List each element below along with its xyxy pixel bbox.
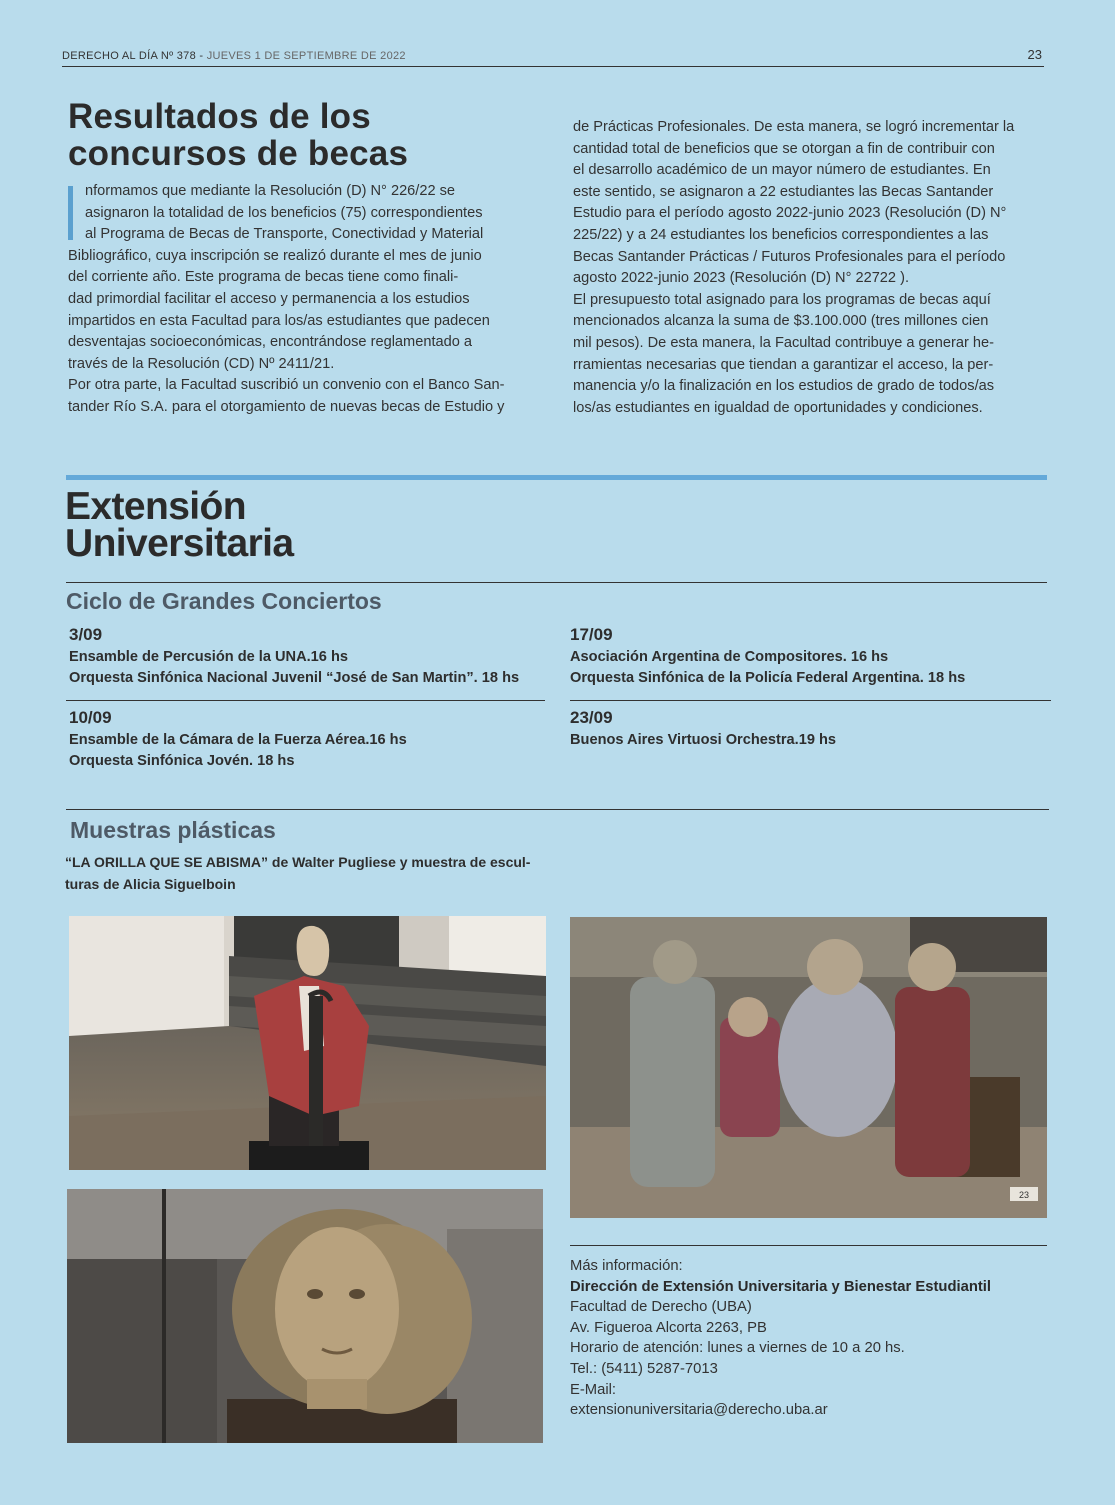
info-address: Av. Figueroa Alcorta 2263, PB <box>570 1319 767 1336</box>
issue-date: JUEVES 1 DE SEPTIEMBRE DE 2022 <box>206 50 406 62</box>
concert-item: Asociación Argentina de Compositores. 16 hs <box>570 649 889 665</box>
article-title-line-2: concursos de becas <box>68 134 409 173</box>
info-hours: Horario de atención: lunes a viernes de 10 a 20 hs. <box>570 1340 905 1357</box>
photo-group-sculpture <box>570 917 1047 1218</box>
article-line: rramientas necesarias que tiendan a garantizar el acceso, la per- <box>573 356 994 373</box>
concert-block <box>570 625 965 689</box>
article-line: mencionados alcanza la suma de $3.100.000 (tres millones cien <box>573 313 989 330</box>
article-line: desventajas socioeconómicas, encontrándose reglamentado a <box>68 334 473 351</box>
article-line: manencia y/o la finalización en los estudios de grado de todos/as <box>573 378 995 395</box>
article-line: agosto 2022-junio 2023 (Resolución (D) N° 22722 ). <box>573 270 910 287</box>
exhibits-heading: Muestras plásticas <box>70 817 276 843</box>
sculpture-number-tag: 23 <box>1018 1190 1030 1200</box>
concert-block <box>69 708 407 772</box>
divider <box>570 700 1051 701</box>
info-phone: Tel.: (5411) 5287-7013 <box>570 1360 718 1377</box>
article-line: del corriente año. Este programa de becas tiene como finali- <box>68 269 459 286</box>
article-line: los/as estudiantes en igualdad de oportunidades y condiciones. <box>573 399 983 416</box>
page-header <box>62 48 1044 67</box>
header-separator: - <box>196 50 207 62</box>
concert-date: 10/09 <box>69 708 112 727</box>
info-email: extensionuniversitaria@derecho.uba.ar <box>570 1402 828 1419</box>
article-line: dad primordial facilitar el acceso y permanencia a los estudios <box>68 290 470 307</box>
concert-date: 17/09 <box>570 625 613 644</box>
article-title-line-1: Resultados de los <box>68 97 371 136</box>
article-line: Por otra parte, la Facultad suscribió un convenio con el Banco San- <box>68 377 505 394</box>
article-line: este sentido, se asignaron a 22 estudiantes las Becas Santander <box>573 183 994 200</box>
article-line: Bibliográfico, cuya inscripción se realizó durante el mes de junio <box>68 247 482 264</box>
article-line: Becas Santander Prácticas / Futuros Profesionales para el período <box>573 248 1006 265</box>
concert-item: Orquesta Sinfónica Nacional Juvenil “José de San Martin”. 18 hs <box>69 670 520 686</box>
divider <box>66 809 1049 810</box>
concert-date: 3/09 <box>69 625 103 644</box>
article-line: al Programa de Becas de Transporte, Conectividad y Material <box>85 226 484 243</box>
photo-seated-man-drawing <box>69 916 546 1170</box>
info-label: Más información: <box>570 1258 683 1274</box>
concerts-heading: Ciclo de Grandes Conciertos <box>66 588 382 614</box>
article-column-right <box>573 117 1051 419</box>
concert-item: Orquesta Sinfónica Jovén. 18 hs <box>69 753 295 769</box>
exhibits-line: “LA ORILLA QUE SE ABISMA” de Walter Pugliese y muestra de escul- <box>65 854 531 870</box>
divider <box>66 700 545 701</box>
info-office: Dirección de Extensión Universitaria y Bienestar Estudiantil <box>570 1278 992 1295</box>
article-line: cantidad total de beneficios que se otorgan a fin de contribuir con <box>573 140 995 157</box>
header-publication <box>62 50 406 62</box>
divider <box>66 582 1047 583</box>
concert-block <box>570 708 836 751</box>
divider <box>570 1245 1047 1246</box>
article-line: mil pesos). De esta manera, la Facultad contribuye a generar he- <box>573 334 994 351</box>
photo-bust-drawing <box>67 1189 543 1443</box>
concert-block <box>69 625 519 689</box>
concert-item: Ensamble de Percusión de la UNA.16 hs <box>69 649 348 665</box>
article-column-left <box>68 181 540 419</box>
exhibits-line: turas de Alicia Siguelboin <box>65 875 236 892</box>
section-divider-accent <box>66 475 1047 480</box>
info-email-label: E-Mail: <box>570 1381 617 1398</box>
exhibits-description <box>65 852 545 895</box>
concert-item: Ensamble de la Cámara de la Fuerza Aérea.16 hs <box>69 732 407 748</box>
photo-bust-sculpture <box>67 1189 543 1443</box>
article-line: impartidos en esta Facultad para los/as estudiantes que padecen <box>68 312 490 329</box>
publication-name: DERECHO AL DÍA Nº 378 <box>62 50 197 62</box>
article-line: el desarrollo académico de un mayor número de estudiantes. En <box>573 162 991 179</box>
concert-item: Buenos Aires Virtuosi Orchestra.19 hs <box>570 732 837 748</box>
contact-info <box>570 1256 1050 1421</box>
info-faculty: Facultad de Derecho (UBA) <box>570 1299 752 1316</box>
concert-item: Orquesta Sinfónica de la Policía Federal Argentina. 18 hs <box>570 670 966 686</box>
section-title <box>65 485 294 565</box>
section-title-line-1: Extensión <box>65 485 246 528</box>
article-title <box>68 98 408 172</box>
photo-group-drawing <box>570 917 1047 1218</box>
section-title-line-2: Universitaria <box>65 522 294 565</box>
article-line: nformamos que mediante la Resolución (D) N° 226/22 se <box>85 183 456 199</box>
article-line: través de la Resolución (CD) Nº 2411/21. <box>68 355 335 372</box>
article-line: 225/22) y a 24 estudiantes los beneficios correspondientes a las <box>573 226 989 243</box>
article-line: de Prácticas Profesionales. De esta manera, se logró incrementar la <box>573 119 1015 135</box>
photo-seated-man-sculpture <box>69 916 546 1170</box>
page-number: 23 <box>1027 47 1042 62</box>
concert-date: 23/09 <box>570 708 613 727</box>
article-line: tander Río S.A. para el otorgamiento de nuevas becas de Estudio y <box>68 398 505 415</box>
article-line: El presupuesto total asignado para los programas de becas aquí <box>573 291 991 308</box>
article-line: asignaron la totalidad de los beneficios (75) correspondientes <box>85 204 483 221</box>
article-line: Estudio para el período agosto 2022-junio 2023 (Resolución (D) N° <box>573 205 1007 222</box>
